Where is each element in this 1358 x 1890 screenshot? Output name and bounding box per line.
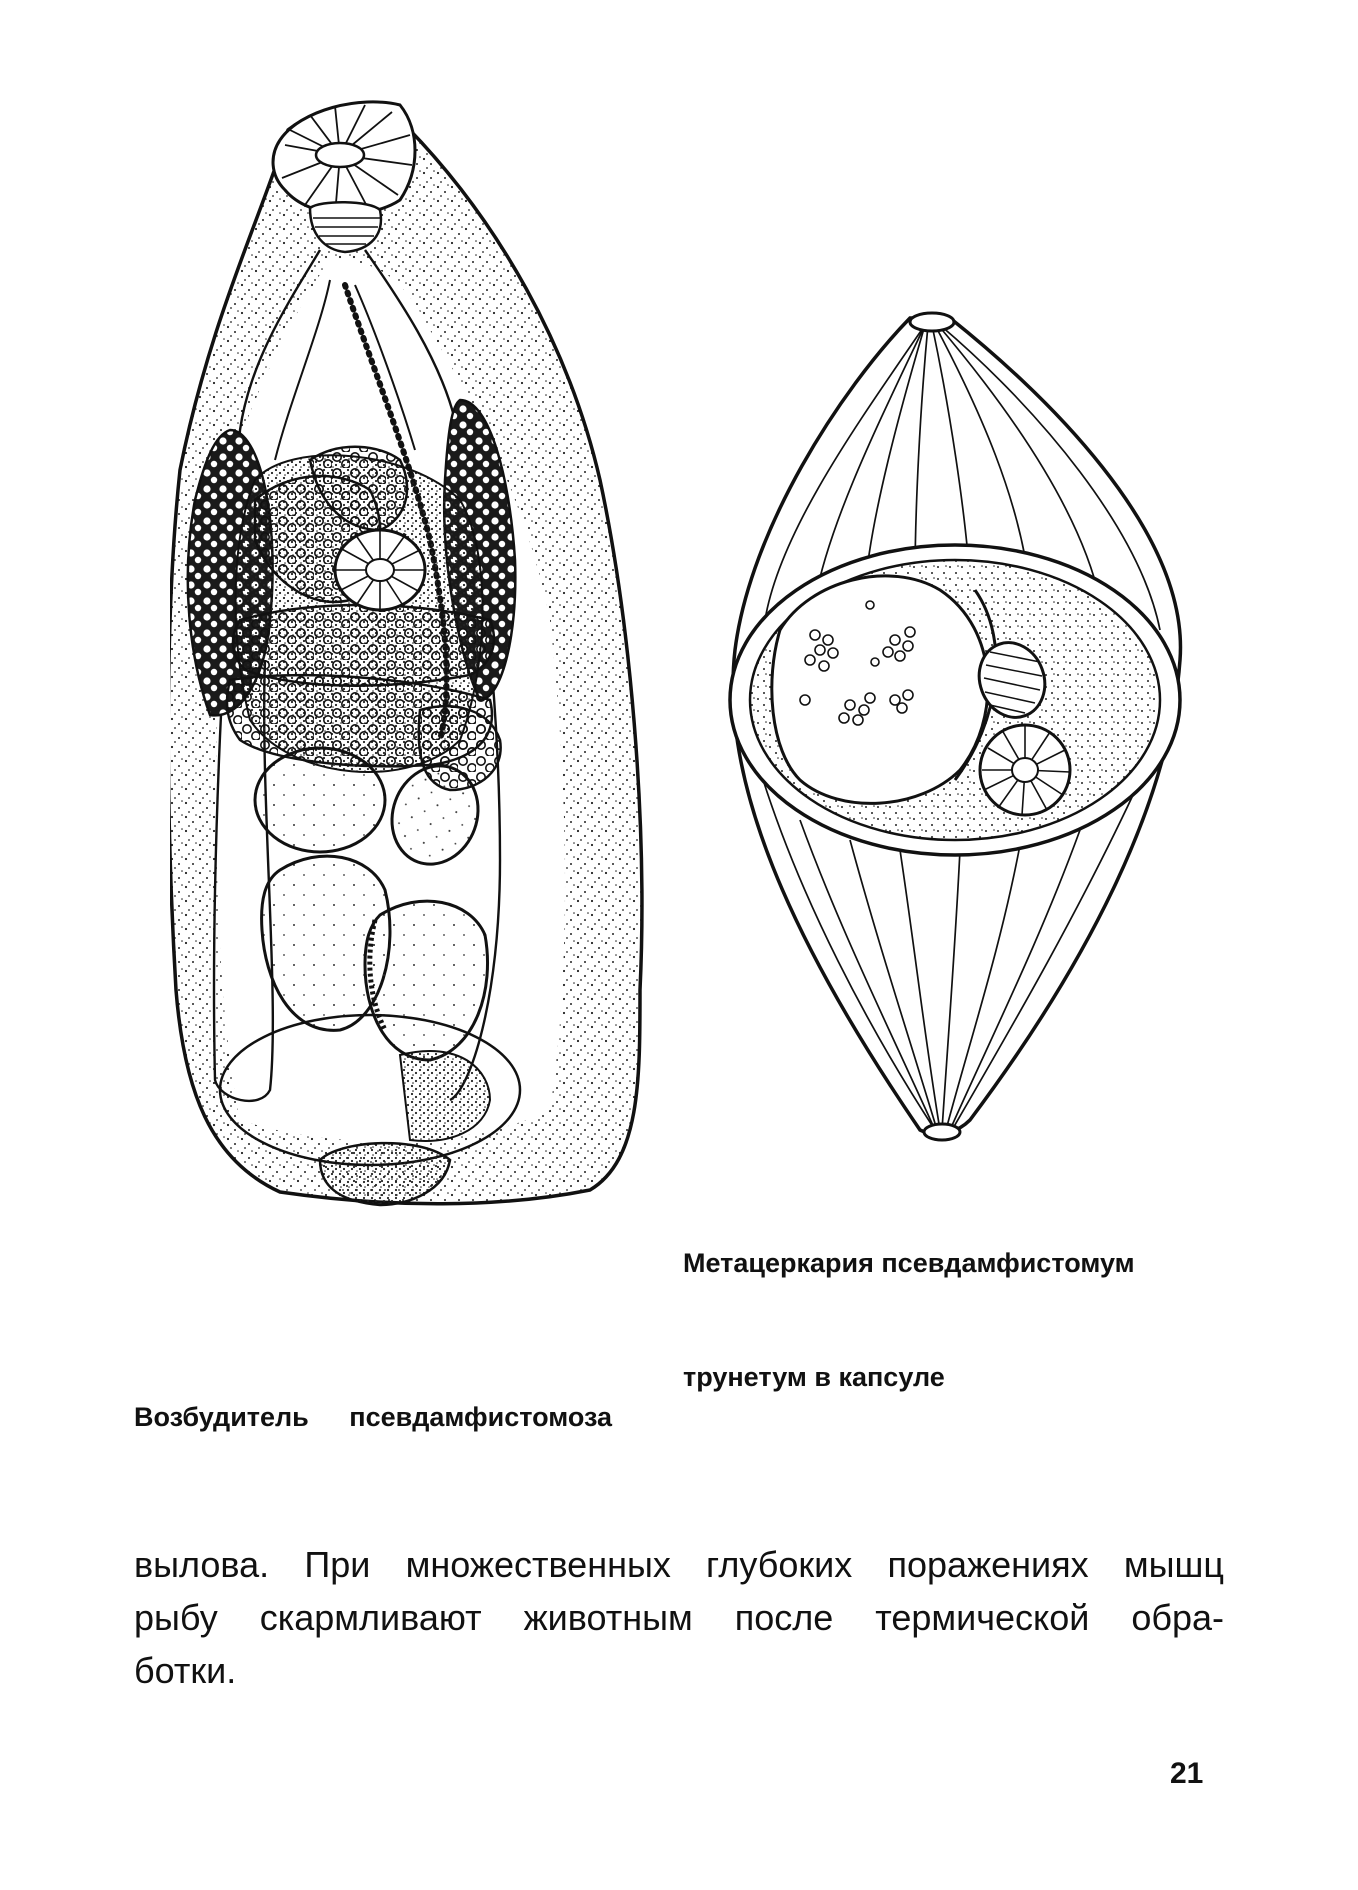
- metacercaria-capsule-illustration: [720, 300, 1240, 1150]
- metacercaria-caption: [683, 1168, 1135, 1434]
- metacercaria-sucker-lower: [980, 725, 1070, 815]
- body-line: рыбу скармливают животным после термической обра-: [134, 1597, 1224, 1638]
- ventral-sucker: [335, 530, 425, 610]
- body-paragraph: [134, 1538, 1224, 1697]
- body-line: ботки.: [134, 1650, 237, 1691]
- page-number: 21: [1170, 1757, 1204, 1790]
- caption-line: трунетум в капсуле: [683, 1362, 945, 1392]
- oral-sucker: [273, 102, 415, 215]
- fluke-caption: Возбудитель псевдамфистомоза: [134, 1402, 613, 1432]
- caption-line: Метацеркария псевдамфистомум: [683, 1248, 1135, 1278]
- body-line: вылова. При множественных глубоких поражениях мышц: [134, 1544, 1224, 1585]
- pseudamphistomum-adult-illustration: [170, 100, 710, 1420]
